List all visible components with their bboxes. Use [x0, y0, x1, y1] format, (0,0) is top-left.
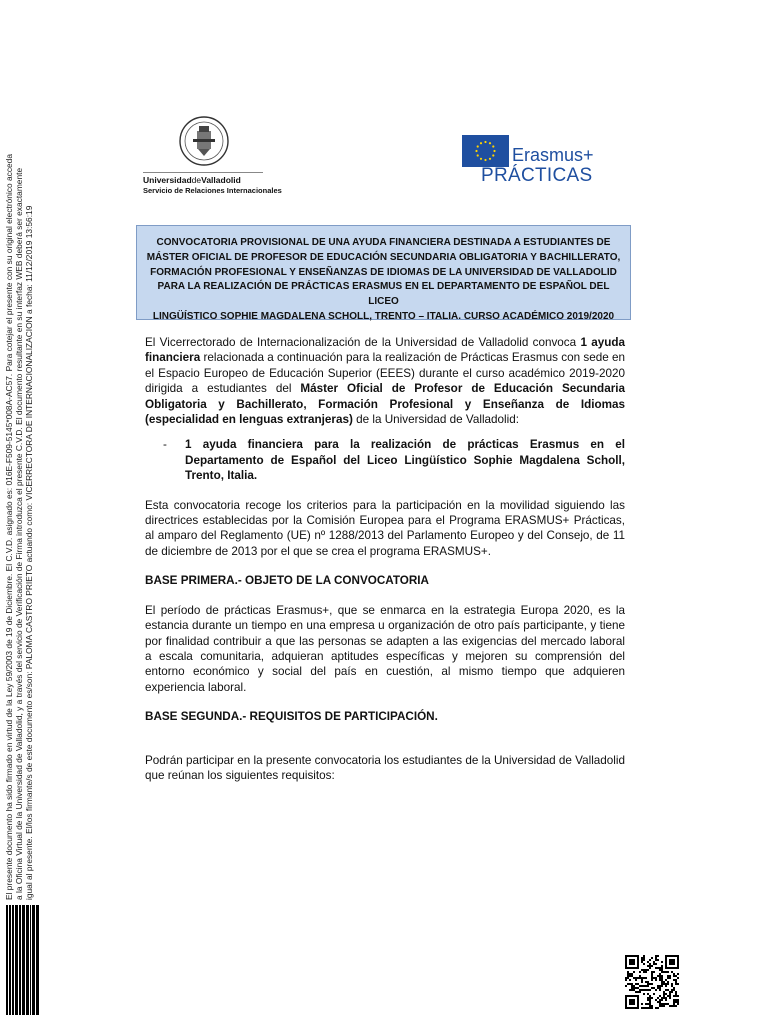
section-heading: BASE PRIMERA.- OBJETO DE LA CONVOCATORIA [145, 574, 429, 588]
star-icon [484, 159, 486, 161]
qr-module [655, 955, 657, 957]
qr-module [647, 997, 649, 999]
qr-module [641, 1007, 643, 1009]
qr-module [673, 995, 675, 997]
qr-module [635, 983, 637, 985]
qr-module [643, 959, 645, 961]
qr-module [667, 995, 669, 997]
qr-module [645, 989, 647, 991]
qr-module [673, 1001, 675, 1003]
qr-module [643, 969, 645, 971]
qr-module [643, 963, 645, 965]
qr-module [639, 991, 641, 993]
side-note-line: a la Oficina Virtual de la Universidad de Valladolid, y a través del servicio de Verificación de Firma introduzca el presente C.V.D. El documento resultante en su interfaz WEB deberá ser exactamente [14, 167, 24, 900]
qr-module [661, 967, 663, 969]
qr-module [633, 989, 635, 991]
qr-module [649, 999, 651, 1001]
qr-module [653, 977, 655, 979]
qr-module [657, 975, 659, 977]
qr-module [673, 975, 675, 977]
qr-module [665, 983, 667, 985]
qr-module [645, 1007, 647, 1009]
qr-module [661, 977, 663, 979]
qr-module [659, 1003, 661, 1005]
document-title [136, 225, 631, 320]
qr-module [671, 983, 673, 985]
qr-module [633, 987, 635, 989]
qr-module [661, 997, 663, 999]
qr-module [645, 985, 647, 987]
qr-module [661, 985, 663, 987]
qr-module [641, 989, 643, 991]
star-icon [475, 150, 477, 152]
qr-module [667, 983, 669, 985]
qr-module [655, 959, 657, 961]
qr-module [671, 971, 673, 973]
qr-module [627, 971, 629, 973]
qr-module [663, 1005, 665, 1007]
qr-module [677, 1001, 679, 1003]
star-icon [489, 142, 491, 144]
qr-module [647, 961, 649, 963]
barcode-bar [10, 905, 11, 1015]
qr-module [651, 971, 653, 973]
qr-module [667, 981, 669, 983]
document-body [145, 335, 625, 783]
qr-module [627, 975, 629, 977]
qr-module [629, 975, 631, 977]
qr-module [675, 993, 677, 995]
qr-module [655, 989, 657, 991]
qr-module [673, 987, 675, 989]
qr-module [651, 1005, 653, 1007]
title-line: MÁSTER OFICIAL DE PROFESOR DE EDUCACIÓN SECUNDARIA OBLIGATORIA Y BACHILLERATO, [146, 251, 621, 263]
eu-flag-icon [462, 135, 509, 167]
qr-module [671, 989, 673, 991]
intro-paragraph: El Vicerrectorado de Internacionalización de la Universidad de Valladolid convoca 1 ayuda financiera relacionada a continuación para la realización de Prácticas Erasmus con sede en el Espacio Europeo de Educación Superior (EEES) durante el curso académico 2019-2020 dirigida a estudiantes del Máster Oficial de Profesor de Educación Secundaria Obligatoria y Bachillerato, Formación Profesional y Enseñanza de Idiomas (especialidad en lenguas extranjeras) de la Universidad de Valladolid: [145, 336, 625, 427]
qr-module [659, 979, 661, 981]
qr-module [641, 977, 643, 979]
qr-module [651, 979, 653, 981]
star-icon [480, 158, 482, 160]
qr-module [675, 999, 677, 1001]
qr-module [663, 993, 665, 995]
objective-paragraph: El período de prácticas Erasmus+, que se enmarca en la estrategia Europa 2020, es la estancia durante un tiempo en una empresa u organización de otro país participante, y tiene por finalidad contribuir a que las personas se adapten a las exigencias del mercado laboral a escala comunitaria, adquieran aptitudes específicas y mejoren su comprensión del entorno económico y social del país en cuestión, al mismo tiempo que adquieren experiencia laboral. [145, 603, 625, 694]
qr-module [653, 993, 655, 995]
qr-module [651, 973, 653, 975]
star-icon [492, 154, 494, 156]
qr-module [669, 975, 671, 977]
qr-module [645, 969, 647, 971]
qr-module [661, 1003, 663, 1005]
qr-module [659, 995, 661, 997]
qr-module [661, 965, 663, 967]
qr-module [669, 997, 671, 999]
qr-module [669, 1005, 671, 1007]
qr-module [665, 993, 667, 995]
qr-module [655, 999, 657, 1001]
qr-module [661, 1005, 663, 1007]
qr-module [655, 957, 657, 959]
qr-module [659, 987, 661, 989]
qr-module [629, 979, 631, 981]
qr-module [653, 961, 655, 963]
qr-module [671, 1005, 673, 1007]
qr-module [635, 977, 637, 979]
qr-module [643, 985, 645, 987]
qr-module [645, 977, 647, 979]
qr-module [671, 991, 673, 993]
qr-module [641, 959, 643, 961]
qr-module [673, 1005, 675, 1007]
qr-module [659, 973, 661, 975]
qr-module [669, 995, 671, 997]
qr-module [657, 1001, 659, 1003]
qr-module [647, 969, 649, 971]
qr-module [639, 971, 641, 973]
qr-module [627, 973, 629, 975]
side-note-line: igual al presente. El/los firmante/s de este documento es/son: PALOMA CASTRO PRIETO actuando como: VICERRECTORA DE INTERNACIONALIZACION a fecha: 11/12/2019 13:56:19 [24, 205, 34, 900]
qr-module [633, 971, 635, 973]
qr-module [647, 965, 649, 967]
qr-finder-core [669, 959, 675, 965]
qr-module [653, 963, 655, 965]
qr-module [663, 1003, 665, 1005]
qr-module [645, 1003, 647, 1005]
qr-module [665, 979, 667, 981]
star-icon [493, 150, 495, 152]
qr-module [657, 997, 659, 999]
qr-module [641, 969, 643, 971]
qr-module [661, 971, 663, 973]
qr-module [657, 955, 659, 957]
qr-module [647, 1007, 649, 1009]
qr-module [625, 979, 627, 981]
qr-module [649, 959, 651, 961]
qr-module [641, 961, 643, 963]
qr-module [657, 985, 659, 987]
qr-module [641, 979, 643, 981]
star-icon [492, 145, 494, 147]
qr-module [667, 975, 669, 977]
qr-module [649, 1005, 651, 1007]
regulation-paragraph: Esta convocatoria recoge los criterios para la participación en la movilidad siguiendo las directrices establecidas por la Comisión Europea para el Programa ERASMUS+ Prácticas, al amparo del Reglamento (UE) nº 1288/2013 del Parlamento Europeo y del Consejo, de 11 de diciembre de 2013 por el que se crea el programa ERASMUS+. [145, 498, 625, 558]
barcode-bar [30, 905, 31, 1015]
qr-module [661, 979, 663, 981]
qr-module [661, 999, 663, 1001]
qr-module [667, 989, 669, 991]
qr-code [625, 955, 679, 1009]
qr-module [661, 981, 663, 983]
qr-module [675, 1001, 677, 1003]
verification-barcode [6, 905, 40, 1015]
qr-module [675, 991, 677, 993]
university-name: UniversidaddeValladolid [143, 175, 241, 185]
qr-module [649, 1007, 651, 1009]
erasmus-practicas: PRÁCTICAS [481, 165, 593, 186]
side-note-line: El presente documento ha sido firmado en virtud de la Ley 59/2003 de 19 de Diciembre. El C.V.D. asignado es: 016E-F509-5145*008A-AC57. Para cotejar el presente con su original electrónico acceda [4, 154, 14, 900]
star-icon [477, 154, 479, 156]
qr-module [665, 999, 667, 1001]
qr-module [651, 1007, 653, 1009]
qr-module [631, 985, 633, 987]
qr-module [637, 987, 639, 989]
qr-module [653, 987, 655, 989]
qr-module [647, 985, 649, 987]
qr-module [663, 981, 665, 983]
qr-module [633, 985, 635, 987]
qr-module [673, 973, 675, 975]
qr-module [659, 975, 661, 977]
qr-module [655, 963, 657, 965]
qr-module [637, 991, 639, 993]
qr-module [657, 959, 659, 961]
section-heading: BASE SEGUNDA.- REQUISITOS DE PARTICIPACIÓN. [145, 710, 438, 724]
title-line: PARA LA REALIZACIÓN DE PRÁCTICAS ERASMUS EN EL DEPARTAMENTO DE ESPAÑOL DEL LICEO [157, 281, 610, 308]
qr-module [647, 981, 649, 983]
qr-module [665, 985, 667, 987]
qr-module [651, 983, 653, 985]
qr-module [633, 977, 635, 979]
qr-module [655, 1007, 657, 1009]
qr-module [647, 989, 649, 991]
qr-module [667, 977, 669, 979]
qr-module [659, 1001, 661, 1003]
qr-module [675, 983, 677, 985]
qr-module [661, 969, 663, 971]
qr-module [675, 979, 677, 981]
qr-module [631, 983, 633, 985]
qr-module [635, 987, 637, 989]
qr-finder-core [629, 959, 635, 965]
qr-module [641, 1003, 643, 1005]
qr-module [627, 983, 629, 985]
qr-finder-core [629, 999, 635, 1005]
qr-module [675, 995, 677, 997]
qr-module [635, 991, 637, 993]
qr-module [631, 987, 633, 989]
qr-module [663, 983, 665, 985]
qr-module [643, 1007, 645, 1009]
title-line: FORMACIÓN PROFESIONAL Y ENSEÑANZAS DE IDIOMAS DE LA UNIVERSIDAD DE VALLADOLID [150, 266, 617, 278]
divider [143, 172, 263, 173]
qr-module [631, 975, 633, 977]
barcode-bar [38, 905, 39, 1015]
qr-module [649, 1003, 651, 1005]
qr-module [667, 971, 669, 973]
qr-module [673, 999, 675, 1001]
qr-module [659, 989, 661, 991]
qr-module [659, 999, 661, 1001]
qr-module [629, 973, 631, 975]
title-line: LINGÜÍSTICO SOPHIE MAGDALENA SCHOLL, TRENTO – ITALIA. CURSO ACADÉMICO 2019/2020 [152, 310, 615, 322]
qr-module [651, 977, 653, 979]
qr-module [663, 997, 665, 999]
qr-module [661, 975, 663, 977]
university-seal-icon [178, 112, 230, 170]
qr-module [643, 955, 645, 957]
qr-module [673, 1003, 675, 1005]
qr-module [641, 957, 643, 959]
qr-module [631, 973, 633, 975]
qr-module [647, 1003, 649, 1005]
erasmus-logo [462, 135, 642, 195]
qr-module [677, 1003, 679, 1005]
qr-module [661, 961, 663, 963]
qr-module [637, 977, 639, 979]
qr-module [629, 983, 631, 985]
qr-module [659, 1005, 661, 1007]
qr-module [643, 977, 645, 979]
qr-module [669, 991, 671, 993]
qr-module [659, 977, 661, 979]
qr-module [651, 987, 653, 989]
title-line: CONVOCATORIA PROVISIONAL DE UNA AYUDA FINANCIERA DESTINADA A ESTUDIANTES DE [156, 237, 611, 248]
star-icon [480, 142, 482, 144]
qr-module [647, 993, 649, 995]
qr-module [651, 965, 653, 967]
qr-module [631, 989, 633, 991]
qr-module [627, 977, 629, 979]
qr-module [641, 981, 643, 983]
qr-module [649, 1001, 651, 1003]
qr-module [669, 977, 671, 979]
qr-module [677, 973, 679, 975]
qr-module [675, 975, 677, 977]
qr-module [635, 979, 637, 981]
star-icon [484, 141, 486, 143]
qr-module [649, 997, 651, 999]
qr-module [655, 977, 657, 979]
qr-module [643, 957, 645, 959]
qr-module [659, 969, 661, 971]
qr-module [667, 1003, 669, 1005]
qr-module [663, 991, 665, 993]
qr-module [647, 999, 649, 1001]
qr-module [657, 1007, 659, 1009]
qr-module [645, 981, 647, 983]
qr-module [639, 977, 641, 979]
qr-module [629, 989, 631, 991]
qr-module [649, 995, 651, 997]
list-item: - 1 ayuda financiera para la realización de prácticas Erasmus en el Departamento de Español del Liceo Lingüístico Sophie Magdalena Scholl, Trento, Italia. [163, 438, 625, 483]
qr-module [643, 971, 645, 973]
qr-module [673, 979, 675, 981]
barcode-bar [13, 905, 14, 1015]
qr-module [625, 985, 627, 987]
star-icon [489, 158, 491, 160]
qr-module [659, 967, 661, 969]
qr-module [625, 977, 627, 979]
service-name: Servicio de Relaciones Internacionales [143, 186, 282, 195]
qr-module [659, 985, 661, 987]
qr-module [651, 975, 653, 977]
qr-module [643, 989, 645, 991]
qr-module [649, 963, 651, 965]
qr-module [675, 981, 677, 983]
qr-module [641, 985, 643, 987]
qr-module [661, 983, 663, 985]
qr-module [677, 977, 679, 979]
qr-module [677, 995, 679, 997]
qr-module [651, 997, 653, 999]
qr-module [657, 987, 659, 989]
qr-module [663, 995, 665, 997]
erasmus-wordmark: Erasmus+ [512, 145, 594, 165]
university-logo [143, 112, 313, 202]
qr-module [657, 967, 659, 969]
qr-module [637, 983, 639, 985]
verification-side-note [4, 30, 34, 900]
qr-module [677, 999, 679, 1001]
qr-module [665, 989, 667, 991]
qr-module [665, 1003, 667, 1005]
qr-module [671, 985, 673, 987]
barcode-bar [24, 905, 25, 1015]
qr-module [669, 993, 671, 995]
qr-module [645, 971, 647, 973]
star-icon [477, 145, 479, 147]
qr-module [651, 957, 653, 959]
qr-module [649, 983, 651, 985]
qr-module [647, 983, 649, 985]
qr-module [649, 989, 651, 991]
qr-module [665, 997, 667, 999]
qr-module [639, 989, 641, 991]
qr-module [663, 971, 665, 973]
qr-module [655, 967, 657, 969]
qr-module [673, 989, 675, 991]
requirements-paragraph: Podrán participar en la presente convocatoria los estudiantes de la Universidad de Valladolid que reúnan los siguientes requisitos: [145, 753, 625, 782]
qr-module [643, 993, 645, 995]
qr-module [677, 983, 679, 985]
qr-module [639, 985, 641, 987]
qr-module [649, 967, 651, 969]
qr-module [639, 975, 641, 977]
qr-module [655, 979, 657, 981]
qr-module [675, 1005, 677, 1007]
qr-module [653, 971, 655, 973]
qr-module [665, 971, 667, 973]
qr-module [649, 965, 651, 967]
